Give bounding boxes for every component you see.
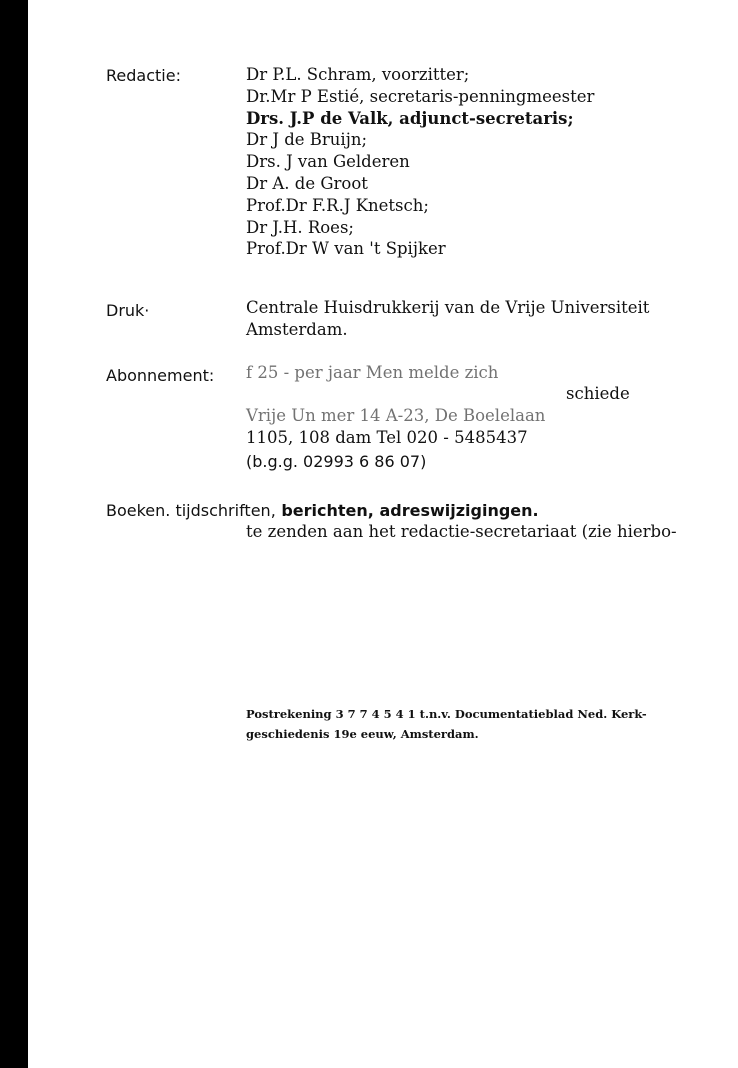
abonnement-line: 1105, 108 dam Tel 020 - 5485437 <box>246 428 528 447</box>
druk-line: Amsterdam. <box>246 319 348 339</box>
redactie-label: Redactie: <box>106 66 181 85</box>
redactie-member: Dr A. de Groot <box>246 173 368 193</box>
redactie-member: Dr J.H. Roes; <box>246 217 354 237</box>
boeken-line: te zenden aan het redactie-secretariaat (zie hierbo- <box>246 522 677 541</box>
abonnement-line: schiede <box>566 384 630 403</box>
binding-strip <box>0 0 28 1068</box>
boeken-label-start: Boeken. tijdschriften, <box>106 501 276 520</box>
abonnement-line: (b.g.g. 02993 6 86 07) <box>246 452 427 471</box>
druk-line: Centrale Huisdrukkerij van de Vrije Universiteit <box>246 298 650 317</box>
redactie-members <box>246 64 594 260</box>
postrekening-footer <box>246 704 647 744</box>
redactie-member: Drs. J.P de Valk, adjunct-secretaris; <box>246 108 574 128</box>
redactie-member: Drs. J van Gelderen <box>246 152 410 172</box>
redactie-member: Prof.Dr W van 't Spijker <box>246 239 446 259</box>
footer-line: geschiedenis 19e eeuw, Amsterdam. <box>246 727 479 741</box>
redactie-member: Dr.Mr P Estié, secretaris-penningmeester <box>246 86 595 106</box>
redactie-member: Dr J de Bruijn; <box>246 130 368 150</box>
abonnement-line: f 25 - per jaar Men melde zich <box>246 363 499 382</box>
footer-line: Postrekening 3 7 7 4 5 4 1 t.n.v. Documentatieblad Ned. Kerk- <box>246 707 647 721</box>
boeken-label-bold: berichten, adreswijzigingen. <box>275 501 539 520</box>
redactie-member: Prof.Dr F.R.J Knetsch; <box>246 195 429 215</box>
abonnement-label: Abonnement: <box>106 366 215 385</box>
boeken-label <box>106 501 539 521</box>
redactie-member: Dr P.L. Schram, voorzitter; <box>246 65 470 84</box>
druk-text <box>246 297 649 341</box>
abonnement-line: Vrije Un mer 14 A-23, De Boelelaan <box>246 406 546 425</box>
druk-label: Druk· <box>106 301 150 320</box>
